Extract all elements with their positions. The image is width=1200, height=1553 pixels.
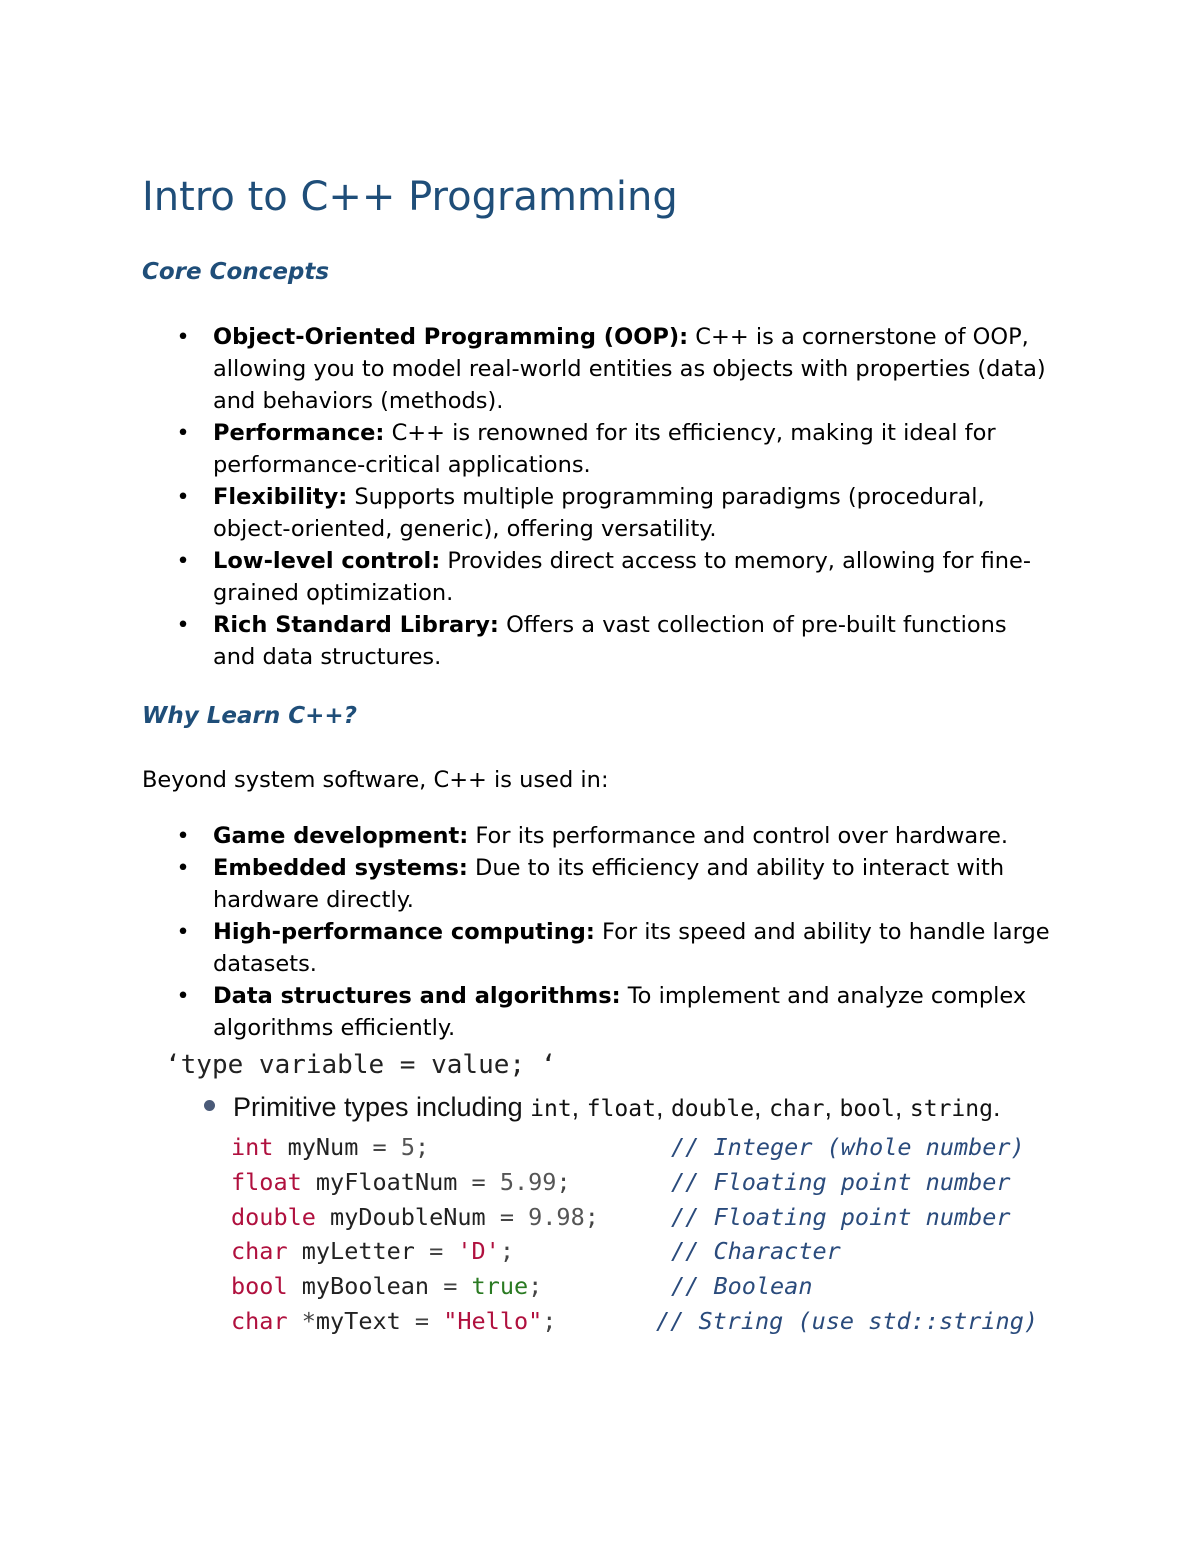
code-type-keyword: char — [231, 1237, 288, 1266]
bullet-icon: • — [176, 612, 190, 638]
type-name: float — [586, 1096, 656, 1122]
type-separator: , — [571, 1092, 587, 1122]
list-item-term: High-performance computing: — [213, 919, 595, 945]
bullet-icon: • — [176, 420, 190, 446]
list-item — [176, 417, 1056, 481]
type-separator: , — [894, 1092, 910, 1122]
type-name: double — [670, 1096, 755, 1122]
core-concepts-list — [176, 321, 1056, 673]
code-assign: = — [429, 1272, 472, 1301]
list-item — [176, 481, 1056, 545]
code-variable-name: myBoolean — [301, 1272, 430, 1301]
list-item-term: Performance: — [213, 420, 385, 446]
bullet-icon: • — [176, 823, 190, 849]
list-item — [176, 609, 1056, 673]
list-item-text: Offers a vast collection of pre-built functions and data structures. — [213, 612, 1007, 670]
code-variable-name: myNum — [287, 1133, 359, 1161]
code-assign: = — [400, 1306, 444, 1335]
code-line — [231, 1167, 1011, 1203]
bullet-icon: • — [176, 919, 190, 945]
code-semicolon: ; — [414, 1133, 430, 1161]
type-separator: , — [754, 1092, 770, 1122]
code-comment: // Integer (whole number) — [671, 1133, 1025, 1161]
list-item-text: Due to its efficiency and ability to interact with hardware directly. — [213, 855, 1005, 913]
bullet-icon: • — [176, 324, 190, 350]
code-variable-name: myText — [315, 1306, 401, 1335]
list-item-term: Low-level control: — [213, 548, 441, 574]
code-space — [316, 1203, 330, 1231]
bullet-icon: • — [176, 983, 190, 1009]
code-variable-name: myFloatNum — [315, 1167, 458, 1196]
code-value: 'D' — [457, 1237, 500, 1266]
bullet-icon — [204, 1100, 215, 1111]
list-item-term: Data structures and algorithms: — [213, 983, 621, 1009]
core-concepts-heading: Core Concepts — [142, 259, 330, 285]
code-line — [231, 1306, 1039, 1342]
code-variable-name: myLetter — [301, 1237, 415, 1266]
code-semicolon: ; — [499, 1237, 514, 1266]
list-item — [176, 980, 1056, 1044]
code-value: 5.99 — [499, 1167, 557, 1196]
list-item — [176, 852, 1056, 916]
syntax-line: ‘type variable = value; ‘ — [165, 1050, 557, 1080]
list-item-text: For its performance and control over hardware. — [468, 823, 1008, 849]
type-name: int — [530, 1096, 572, 1122]
code-block — [231, 1133, 1039, 1342]
code-assign: = — [414, 1237, 458, 1266]
code-semicolon: ; — [528, 1272, 543, 1301]
type-separator: , — [655, 1092, 671, 1122]
code-comment: // Character — [671, 1237, 841, 1266]
code-comment: // String (use std::string) — [656, 1306, 1039, 1335]
list-item-text: Provides direct access to memory, allowing for fine-grained optimization. — [213, 548, 1032, 606]
code-assign: = — [457, 1167, 500, 1196]
code-semicolon: ; — [556, 1167, 571, 1196]
code-variable-name: myDoubleNum — [330, 1202, 486, 1231]
code-value: "Hello" — [443, 1306, 543, 1335]
why-learn-heading: Why Learn C++? — [142, 703, 358, 729]
list-item-term: Game development: — [213, 823, 469, 849]
list-item-text: For its speed and ability to handle large datasets. — [213, 919, 1050, 977]
code-line — [231, 1272, 813, 1307]
type-name: string — [909, 1096, 993, 1122]
code-semicolon: ; — [584, 1202, 599, 1231]
bullet-icon: • — [176, 548, 190, 574]
why-intro-paragraph: Beyond system software, C++ is used in: — [142, 767, 609, 793]
list-item-term: Rich Standard Library: — [213, 612, 499, 638]
code-type-keyword: char — [231, 1306, 288, 1335]
code-comment: // Floating point number — [671, 1202, 1011, 1231]
code-value: 5 — [400, 1133, 415, 1161]
code-type-keyword: float — [231, 1167, 302, 1196]
bullet-icon: • — [176, 855, 190, 881]
list-item-text: Supports multiple programming paradigms (procedural, object-oriented, generic), offering versatility. — [213, 484, 985, 542]
list-item-term: Embedded systems: — [213, 855, 468, 881]
page-title: Intro to C++ Programming — [142, 174, 678, 220]
primitive-types-label: Primitive types including — [233, 1092, 531, 1122]
code-space: * — [287, 1306, 316, 1335]
list-item — [176, 916, 1056, 980]
code-value: true — [471, 1272, 529, 1301]
primitive-types-end: . — [992, 1092, 1001, 1122]
type-name: char — [769, 1096, 825, 1122]
bullet-icon: • — [176, 484, 190, 510]
code-space — [302, 1168, 316, 1196]
code-line — [231, 1133, 1025, 1168]
primitive-types-line — [200, 1092, 1000, 1123]
list-item — [176, 820, 1056, 852]
code-comment: // Boolean — [671, 1272, 813, 1301]
list-item-text: C++ is a cornerstone of OOP, allowing you to model real-world entities as objects with properties (data) and behaviors (methods). — [213, 324, 1046, 414]
why-learn-list — [176, 820, 1056, 1044]
code-line — [231, 1202, 1011, 1238]
code-space — [273, 1133, 287, 1161]
code-type-keyword: bool — [231, 1272, 288, 1301]
list-item-term: Flexibility: — [213, 484, 348, 510]
list-item-text: To implement and analyze complex algorithms efficiently. — [213, 983, 1027, 1041]
code-comment: // Floating point number — [671, 1167, 1011, 1196]
code-assign: = — [358, 1133, 401, 1161]
code-line — [231, 1237, 841, 1272]
code-value: 9.98 — [528, 1202, 585, 1231]
code-semicolon: ; — [542, 1306, 557, 1335]
code-type-keyword: double — [231, 1202, 316, 1231]
code-assign: = — [485, 1202, 529, 1231]
type-name: bool — [839, 1096, 895, 1122]
code-space — [288, 1237, 302, 1265]
list-item-text: C++ is renowned for its efficiency, making it ideal for performance-critical applications. — [213, 420, 996, 478]
code-space — [288, 1272, 302, 1300]
list-item — [176, 321, 1056, 417]
type-separator: , — [824, 1092, 840, 1122]
list-item — [176, 545, 1056, 609]
list-item-term: Object-Oriented Programming (OOP): — [213, 324, 689, 350]
code-type-keyword: int — [231, 1133, 274, 1161]
